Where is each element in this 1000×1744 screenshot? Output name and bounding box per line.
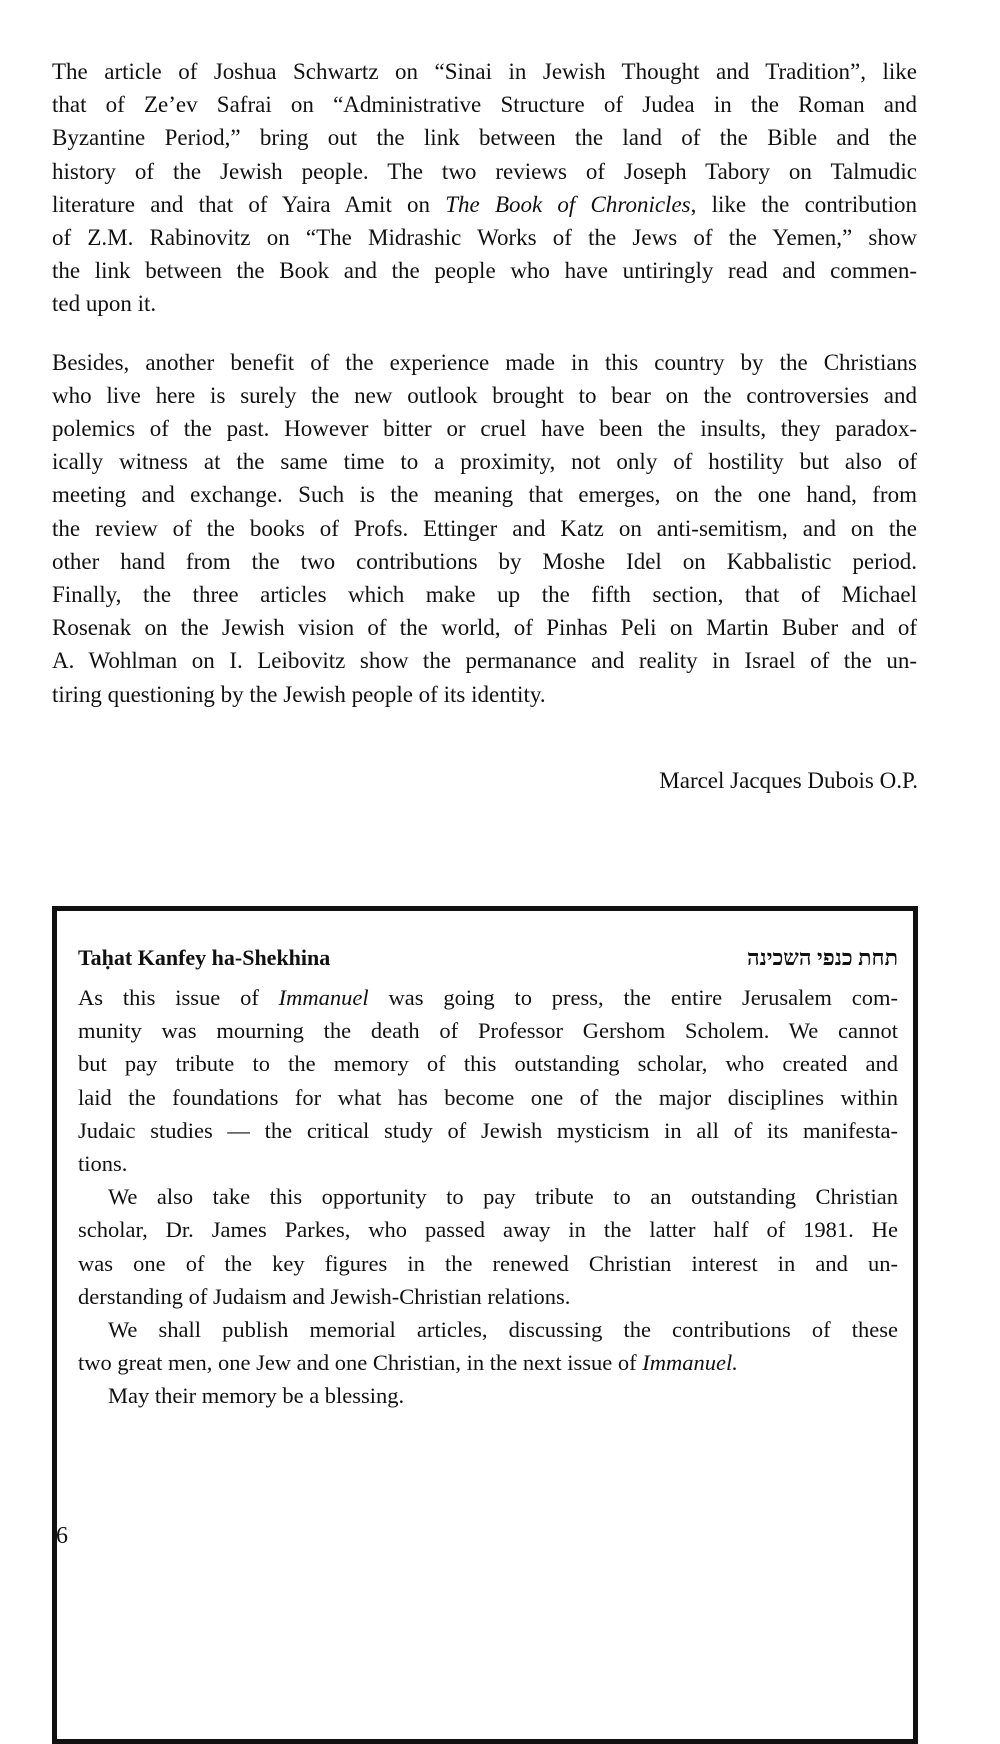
text-line: Besides, another benefit of the experience made in this country by the Christians (52, 349, 917, 375)
article-paragraph-1 (52, 55, 917, 321)
notice-hebrew-title: תחת כנפי השכינה (746, 945, 898, 970)
notice-content (78, 943, 898, 1413)
text-line: Rosenak on the Jewish vision of the world, of Pinhas Peli on Martin Buber and of (52, 615, 917, 641)
text-line: of Z.M. Rabinovitz on “The Midrashic Works of the Jews of the Yemen,” show (52, 225, 917, 251)
page-number: 6 (56, 1523, 68, 1549)
text-line: Judaic studies — the critical study of Jewish mysticism in all of its manifesta- (78, 1117, 898, 1143)
article-body (52, 55, 917, 711)
text-line: Finally, the three articles which make up the fifth section, that of Michael (52, 582, 917, 608)
text-line: who live here is surely the new outlook brought to bear on the controversies and (52, 382, 917, 408)
notice-paragraph-3 (78, 1313, 898, 1379)
text-line: literature and that of Yaira Amit on The Book of Chronicles, like the contribution (52, 191, 917, 217)
text-line: We shall publish memorial articles, discussing the contributions of these (108, 1317, 898, 1343)
text-line: laid the foundations for what has become one of the major disciplines within (78, 1084, 898, 1110)
text-line: derstanding of Judaism and Jewish-Christian relations. (78, 1283, 571, 1309)
text-line: A. Wohlman on I. Leibovitz show the permanance and reality in Israel of the un- (52, 648, 917, 674)
text-line: scholar, Dr. James Parkes, who passed away in the latter half of 1981. He (78, 1217, 898, 1243)
text-line: tiring questioning by the Jewish people of its identity. (52, 681, 546, 707)
author-signature: Marcel Jacques Dubois O.P. (659, 768, 918, 793)
notice-title: Taḥat Kanfey ha-Shekhina (78, 945, 331, 970)
notice-paragraph-2 (78, 1180, 898, 1313)
text-line: but pay tribute to the memory of this outstanding scholar, who created and (78, 1051, 898, 1077)
text-line: As this issue of Immanuel was going to press, the entire Jerusalem com- (78, 985, 898, 1010)
text-line: that of Ze’ev Safrai on “Administrative Structure of Judea in the Roman and (52, 92, 917, 118)
text-line: polemics of the past. However bitter or cruel have been the insults, they paradox- (52, 416, 917, 442)
notice-paragraph-1 (78, 981, 898, 1180)
text-line: tions. (78, 1151, 128, 1177)
text-line: other hand from the two contributions by Moshe Idel on Kabbalistic period. (52, 548, 917, 574)
text-line: May their memory be a blessing. (108, 1383, 405, 1409)
text-line: ted upon it. (52, 291, 157, 317)
notice-paragraph-4 (78, 1379, 898, 1412)
text-line: was one of the key figures in the renewed Christian interest in and un- (78, 1250, 898, 1276)
text-line: munity was mourning the death of Professor Gershom Scholem. We cannot (78, 1018, 898, 1044)
notice-box (52, 906, 918, 1744)
text-line: We also take this opportunity to pay tribute to an outstanding Christian (108, 1184, 898, 1210)
text-line: meeting and exchange. Such is the meaning that emerges, on the one hand, from (52, 482, 917, 508)
text-line: the review of the books of Profs. Ettinger and Katz on anti-semitism, and on the (52, 515, 917, 541)
text-line: The article of Joshua Schwartz on “Sinai in Jewish Thought and Tradition”, like (52, 59, 917, 84)
notice-header (78, 943, 898, 973)
article-paragraph-2 (52, 346, 917, 711)
text-line: Byzantine Period,” bring out the link between the land of the Bible and the (52, 125, 917, 151)
text-line: the link between the Book and the people who have untiringly read and commen- (52, 258, 917, 284)
text-line: two great men, one Jew and one Christian, in the next issue of Immanuel. (78, 1350, 738, 1376)
text-line: ically witness at the same time to a proximity, not only of hostility but also of (52, 449, 917, 475)
text-line: history of the Jewish people. The two reviews of Joseph Tabory on Talmudic (52, 158, 917, 184)
